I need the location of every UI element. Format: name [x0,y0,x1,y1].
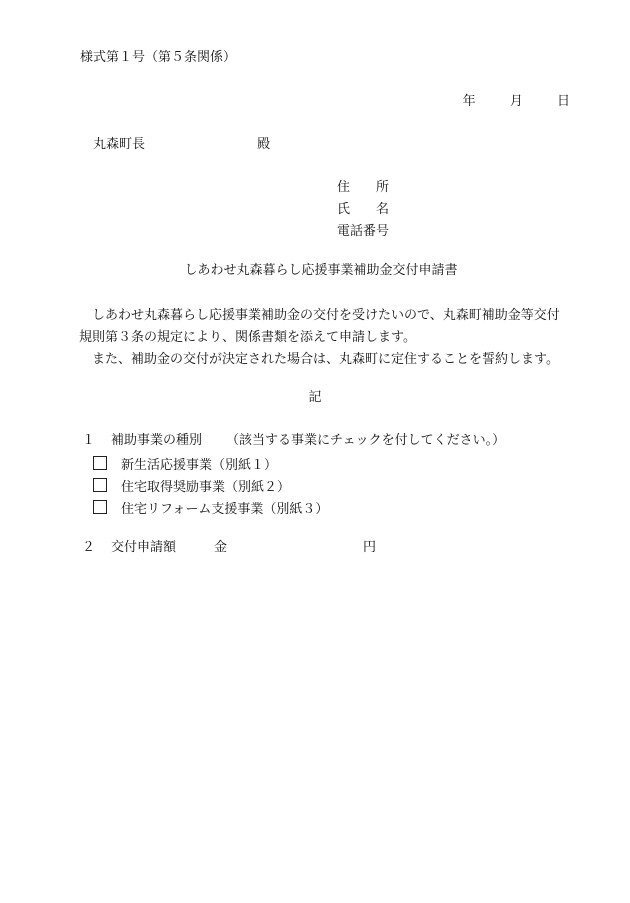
checkbox-housing-reform[interactable] [93,500,107,514]
checkbox-housing-acquisition[interactable] [93,478,107,492]
document-title: しあわせ丸森暮らし応援事業補助金交付申請書 [184,263,458,278]
form-number: 様式第１号（第５条関係） [80,50,237,65]
section-2-heading [82,540,376,556]
amount-prefix: 金 [214,540,228,555]
date-month: 月 [509,94,523,109]
date-line [463,94,570,110]
body-line-3: また、補助金の交付が決定された場合は、丸森町に定住することを誓約します。 [92,352,559,367]
ki-heading: 記 [308,390,322,405]
option-housing-acquisition-label: 住宅取得奨励事業（別紙２） [121,480,291,495]
applicant-name-label: 氏 名 [337,202,390,217]
date-day: 日 [556,94,570,109]
section-1-heading [82,433,505,449]
program-options [93,455,328,521]
addressee-honorific: 殿 [257,137,271,152]
option-housing-acquisition [93,477,328,499]
option-new-life [93,455,328,477]
option-housing-reform [93,499,328,521]
addressee [93,137,270,153]
applicant-address-label: 住 所 [337,180,390,195]
addressee-name: 丸森町長 [93,137,146,152]
applicant-phone-label: 電話番号 [337,224,390,239]
option-housing-reform-label: 住宅リフォーム支援事業（別紙３） [121,502,329,517]
checkbox-new-life[interactable] [93,456,107,470]
date-year: 年 [462,94,476,109]
section-1-label: 補助事業の種別 [111,433,203,448]
body-line-1: しあわせ丸森暮らし応援事業補助金の交付を受けたいので、丸森町補助金等交付 [92,308,560,323]
body-text [79,305,589,371]
section-2-number: ２ [82,540,96,555]
applicant-block [337,180,389,246]
section-1-number: １ [82,433,96,448]
section-2-label: 交付申請額 [111,540,177,555]
section-1-note: （該当する事業にチェックを付してください。） [226,433,506,448]
amount-unit: 円 [363,540,377,555]
body-line-2: 規則第３条の規定により、関係書類を添えて申請します。 [79,330,416,345]
option-new-life-label: 新生活応援事業（別紙１） [121,458,278,473]
